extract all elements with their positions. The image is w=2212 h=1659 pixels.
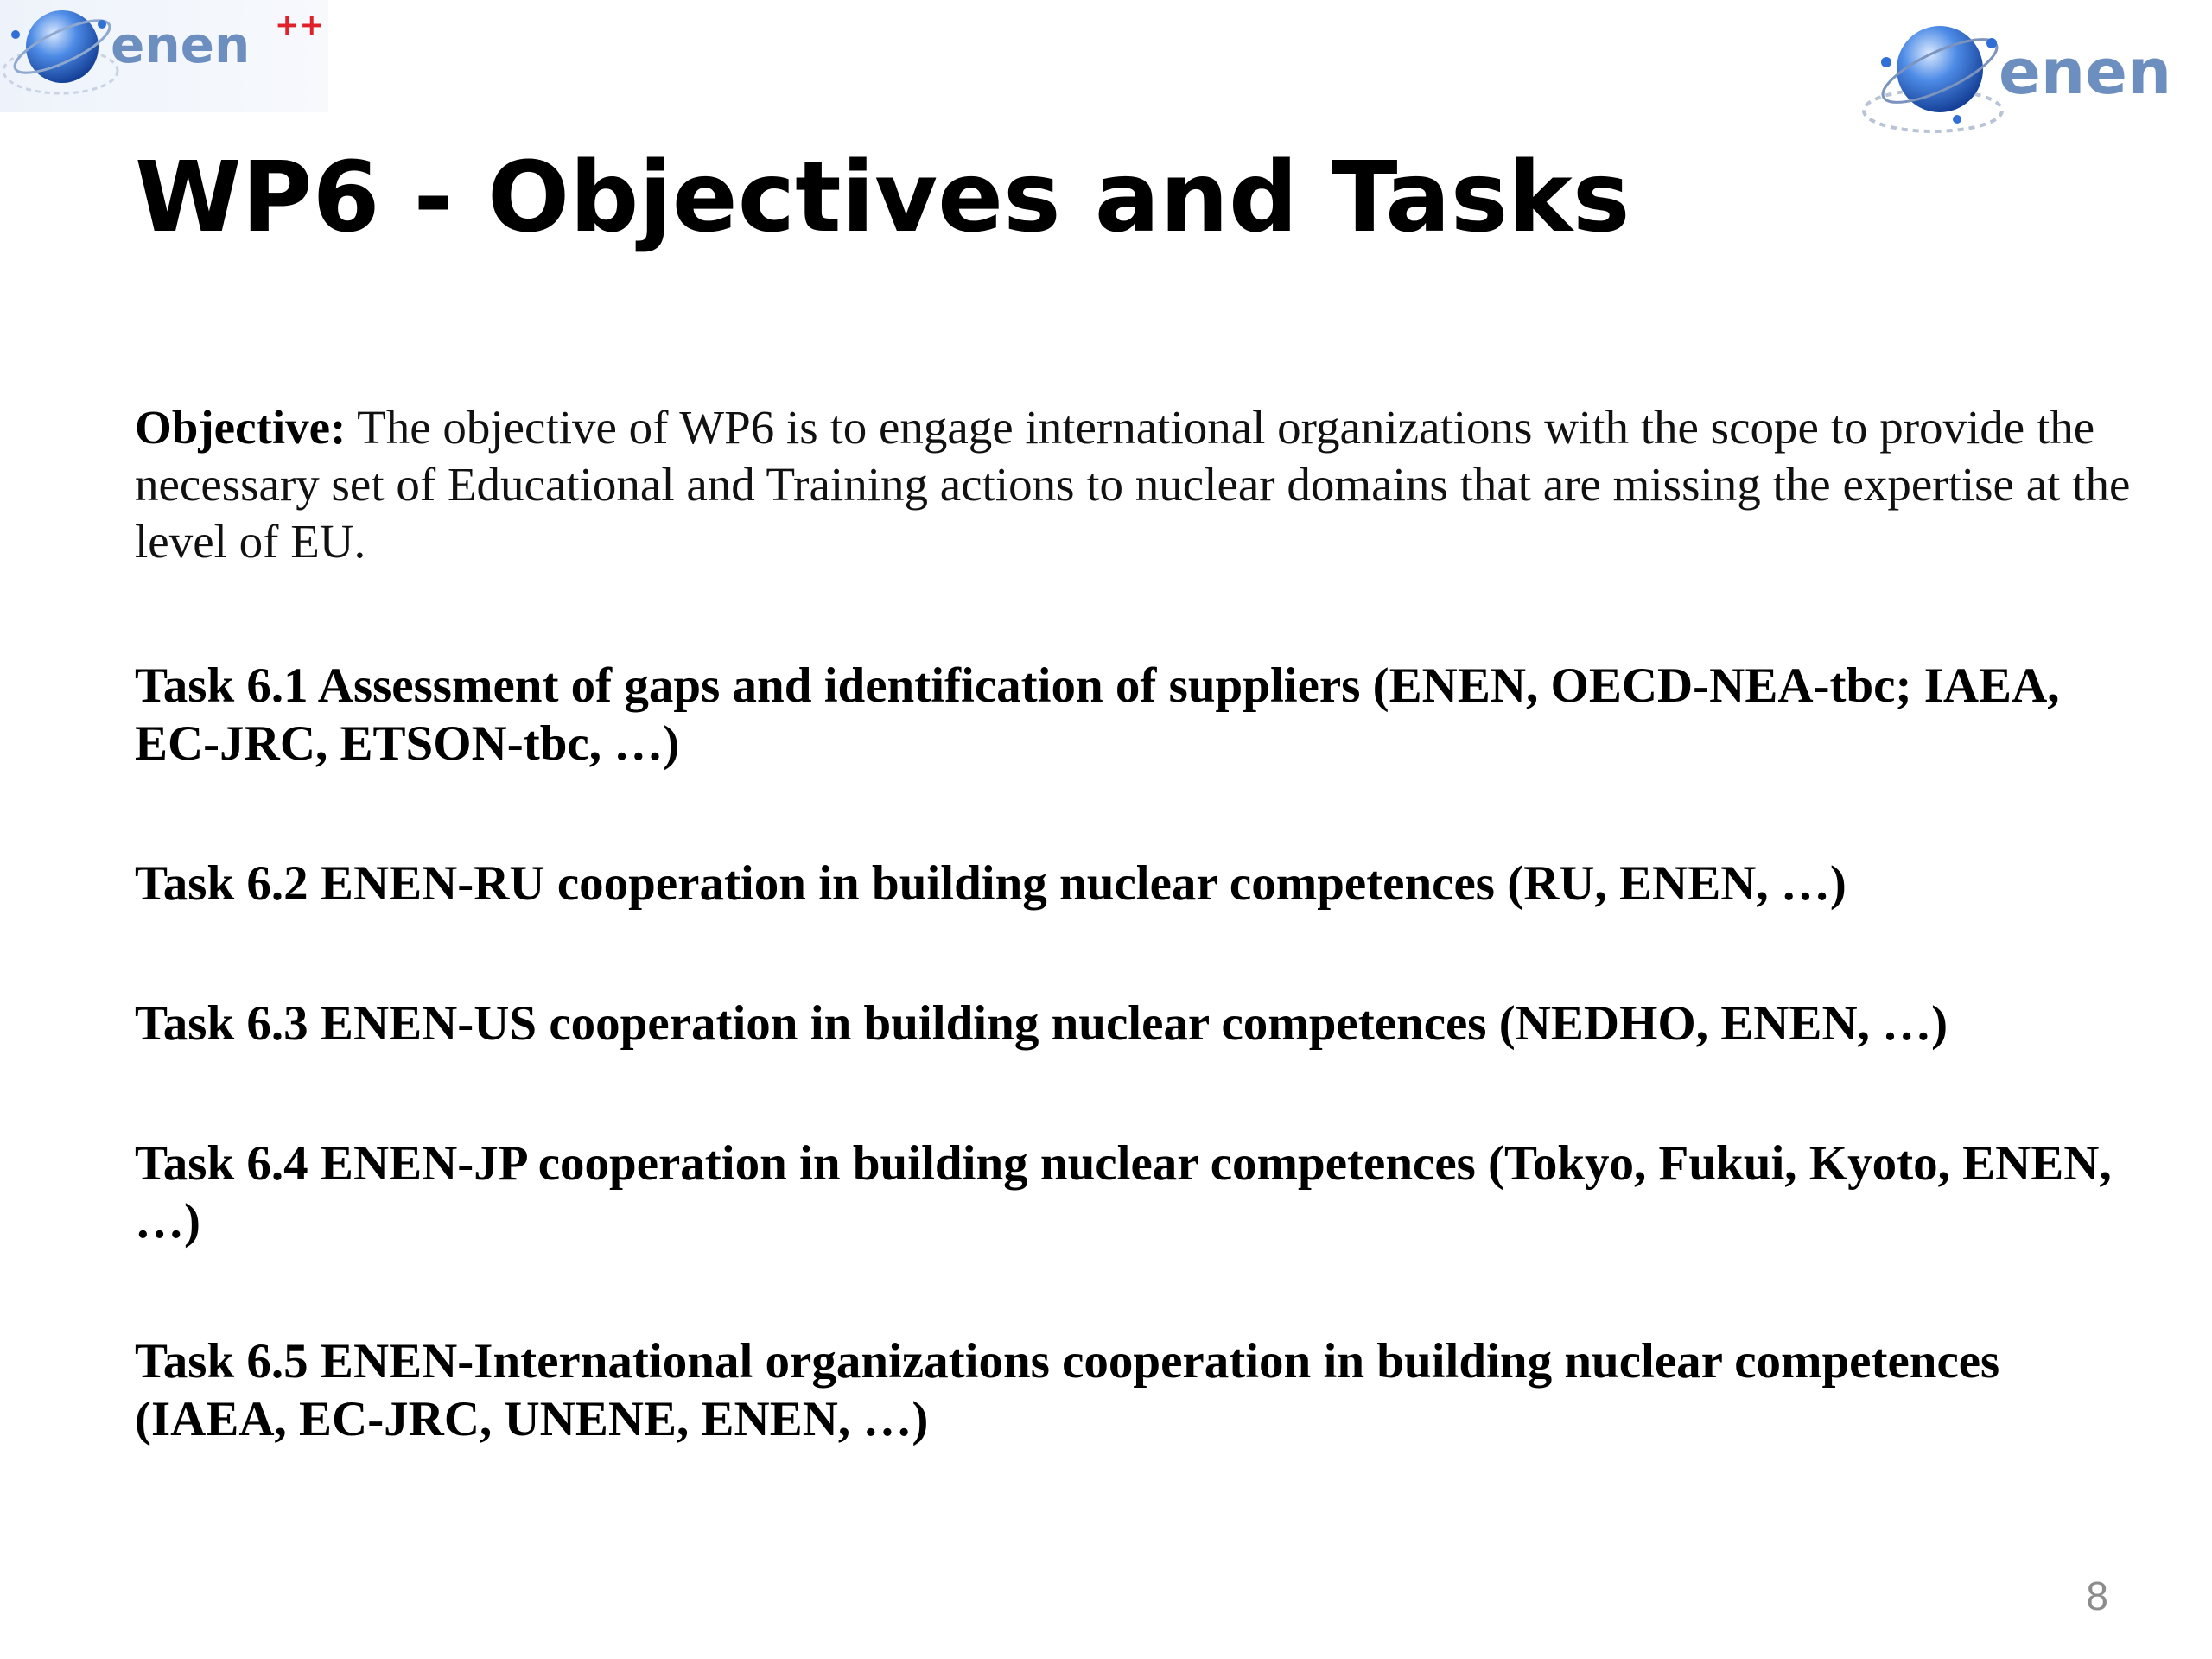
task-6-4: Task 6.4 ENEN-JP cooperation in building nuclear competences (Tokyo, Fukui, Kyoto, ENEN, …) <box>135 1136 2112 1249</box>
task-6-5: Task 6.5 ENEN-International organizations cooperation in building nuclear competences (IAEA, EC-JRC, UNENE, ENEN, …) <box>135 1334 2000 1446</box>
task-6-3: Task 6.3 ENEN-US cooperation in building nuclear competences (NEDHO, ENEN, …) <box>135 996 1948 1051</box>
task-6-2: Task 6.2 ENEN-RU cooperation in building nuclear competences (RU, ENEN, …) <box>135 856 1847 911</box>
enen-plus-logo <box>0 0 337 121</box>
slide-body <box>135 399 2131 1448</box>
enen-logo-word: enen <box>1999 35 2172 108</box>
enen-logo-icon <box>1862 17 2212 143</box>
slide-title: WP6 - Objectives and Tasks <box>135 142 1630 254</box>
page-number: 8 <box>2086 1573 2108 1618</box>
enen-plus-logo-icon <box>0 0 337 121</box>
task-6-1: Task 6.1 Assessment of gaps and identification of suppliers (ENEN, OECD-NEA-tbc; IAEA, EC-JRC, ETSON-tbc, …) <box>135 658 2060 771</box>
objective-text: The objective of WP6 is to engage international organizations with the scope to provide the necessary set of Educational and Training actions to nuclear domains that are missing the expertise at the level of EU. <box>135 401 2131 568</box>
enen-plus-logo-word: enen <box>111 16 251 74</box>
objective-paragraph <box>135 399 2131 570</box>
svg-text:++: ++ <box>275 8 324 42</box>
enen-logo <box>1862 17 2212 143</box>
objective-label: Objective: <box>135 401 346 454</box>
